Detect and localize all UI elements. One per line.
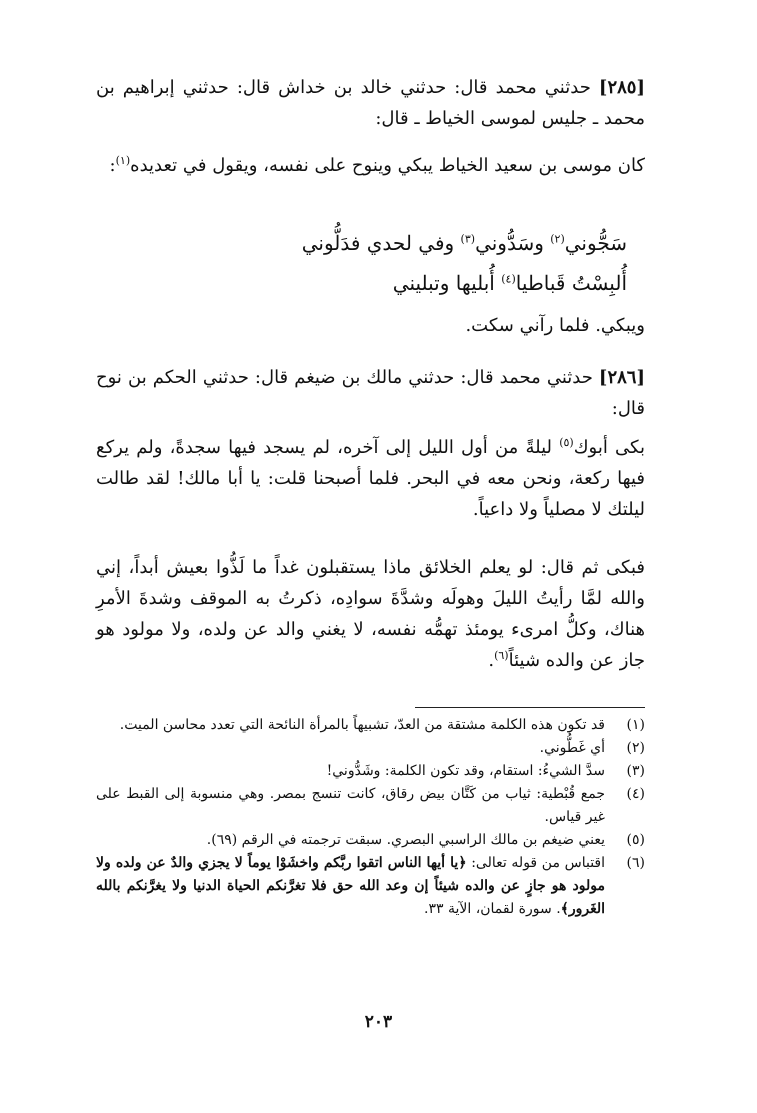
verse-text: سَجُّوني xyxy=(564,231,627,255)
isnad-text: حدثني محمد قال: حدثني خالد بن خداش قال: حدثني إبراهيم بن محمد ـ جليس لموسى الخياط ـ قال: xyxy=(96,77,645,129)
poem-verse xyxy=(200,223,627,303)
footnote-ref: (٦) xyxy=(494,649,509,662)
verse-text: وفي لحدي فدَلُّوني xyxy=(301,231,461,255)
footnote-number: (١) xyxy=(626,717,645,733)
page-number: ٢٠٣ xyxy=(364,1012,393,1032)
footnote-text: جمع قُبْطية: ثياب من كَتَّان بيض رقاق، كانت تنسج بمصر. وهي منسوبة إلى القبط على غير قياس. xyxy=(96,786,605,825)
footnote-6 xyxy=(96,852,645,921)
verse-line-2 xyxy=(200,263,627,303)
body-text: : xyxy=(109,155,116,176)
footnote-ref: (١) xyxy=(115,154,131,167)
footnote-number: (٣) xyxy=(626,763,645,779)
body-text: بكى أبوك xyxy=(573,437,646,458)
footnotes xyxy=(96,714,645,921)
footnote-1 xyxy=(96,714,645,737)
isnad-text: حدثني محمد قال: حدثني مالك بن ضيغم قال: حدثني الحكم بن نوح قال: xyxy=(96,367,645,419)
entry-286-paragraph-1 xyxy=(96,432,645,525)
verse-text: أُبليها وتبليني xyxy=(392,271,502,295)
footnote-5 xyxy=(96,829,645,852)
footnote-separator xyxy=(415,707,645,708)
footnote-2 xyxy=(96,737,645,760)
footnote-number: (٢) xyxy=(626,740,645,756)
footnote-text-intro: اقتباس من قوله تعالى: xyxy=(466,855,606,871)
body-text: . xyxy=(488,650,495,671)
verse-line-1 xyxy=(200,223,627,263)
entry-285-body xyxy=(96,150,645,181)
verse-text: وسَدُّوني xyxy=(475,231,551,255)
body-text: فبكى ثم قال: لو يعلم الخلائق ماذا يستقبلون غداً ما لَذُّوا بعيش أبداً، إني والله لمَّا رأيتُ الليلَ وهولَه وشدَّةَ سوادِه، ذكرتُ به الموقف وشدةَ الأمرِ هناك، وكلُّ امرىء يومئذ تهمُّه نفسه، لا يغني والد عن ولده، ولا مولود هو جاز عن والده شيئاً xyxy=(96,557,645,671)
footnote-ref: (٤) xyxy=(501,272,516,286)
footnote-text-source: . سورة لقمان، الآية ٣٣. xyxy=(424,901,561,917)
footnote-ref: (٢) xyxy=(550,232,565,246)
footnote-ref: (٥) xyxy=(559,436,574,449)
footnote-text: يعني ضيغم بن مالك الراسبي البصري. سبقت ترجمته في الرقم (٦٩). xyxy=(206,832,605,848)
footnote-text: سدَّ الشيءُ: استقام، وقد تكون الكلمة: وشَدُّوني! xyxy=(326,763,605,779)
footnote-text: قد تكون هذه الكلمة مشتقة من العدّ، تشبيهاً بالمرأة النائحة التي تعدد محاسن الميت. xyxy=(119,717,605,733)
quran-quote: ﴿يا أيها الناس اتقوا ربَّكم واخشَوْا يوماً لا يجزي والدٌ عن ولده ولا مولود هو جازٍ عن والده شيئاً إن وعد الله حق فلا تغرَّنكم الحياة الدنيا ولا يغرَّنكم بالله الغَرور﴾ xyxy=(96,855,605,917)
entry-number: [٢٨٦] xyxy=(598,367,645,388)
entry-286-paragraph-2 xyxy=(96,552,645,676)
footnote-text: أي غَطُّوني. xyxy=(539,740,605,756)
entry-286-isnad xyxy=(96,362,645,424)
entry-285-isnad xyxy=(96,72,645,134)
footnote-text xyxy=(96,852,605,921)
verse-text: أُلبِسْتُ قَباطيا xyxy=(515,271,627,295)
footnote-3 xyxy=(96,760,645,783)
footnote-number: (٥) xyxy=(626,832,645,848)
footnote-ref: (٣) xyxy=(460,232,476,246)
footnote-number: (٤) xyxy=(626,786,645,802)
entry-number: [٢٨٥] xyxy=(598,77,645,98)
footnote-number: (٦) xyxy=(626,855,645,871)
footnote-4 xyxy=(96,783,645,829)
body-text: كان موسى بن سعيد الخياط يبكي وينوح على نفسه، ويقول في تعديده xyxy=(130,155,645,176)
body-text: ليلةً من أول الليل إلى آخره، لم يسجد فيها سجدةً، ولم يركع فيها ركعة، ونحن معه في البحر. فلما أصبحنا قلت: يا أبا مالك! لقد طالت ليلتك لا مصلياً ولا داعياً. xyxy=(96,437,645,520)
entry-285-closing: ويبكي. فلما رآني سكت. xyxy=(465,315,645,336)
